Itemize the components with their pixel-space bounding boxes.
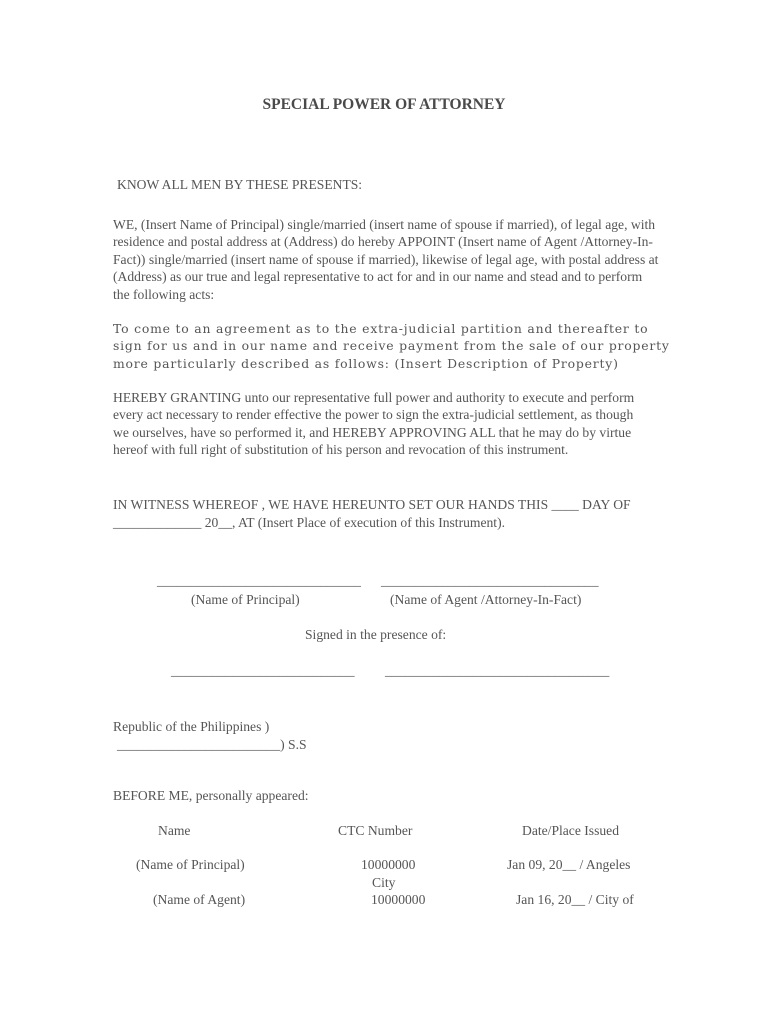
table-header-ctc: CTC Number — [338, 823, 413, 838]
paragraph-partition: To come to an agreement as to the extra-judicial partition and thereafter to sign for us and in our name and receive payment from the sale of our property more particularly described as follows: (Insert Description of Property) — [113, 321, 670, 371]
table-row-1-name: (Name of Principal) — [136, 857, 245, 872]
paragraph-granting: HEREBY GRANTING unto our representative full power and authority to execute and perform every act necessary to render effective the power to sign the extra-judicial settlement, as though we ourselves, have so performed it, and HEREBY APPROVING ALL that he may do by virtue hereof with full right of substitution of his person and revocation of this instrument. — [113, 390, 635, 458]
table-header-name: Name — [158, 823, 191, 838]
agent-signature-label: (Name of Agent /Attorney-In-Fact) — [390, 592, 582, 607]
document-title: SPECIAL POWER OF ATTORNEY — [262, 96, 506, 113]
ss-line: ________________________) S.S — [117, 737, 307, 752]
table-row-1-ctc: 10000000 — [361, 857, 416, 872]
table-header-date: Date/Place Issued — [522, 823, 620, 838]
principal-signature-label: (Name of Principal) — [191, 592, 300, 607]
republic-text: Republic of the Philippines ) — [113, 719, 270, 734]
witness-line-1: IN WITNESS WHEREOF , WE HAVE HEREUNTO SET OUR HANDS THIS ____ DAY OF — [113, 497, 631, 512]
agent-signature-line: ________________________________ — [381, 573, 599, 588]
table-row-2-ctc: 10000000 — [371, 892, 426, 907]
principal-signature-line: ______________________________ — [157, 573, 361, 588]
table-row-2-date: Jan 16, 20__ / City of — [516, 892, 634, 907]
before-me-text: BEFORE ME, personally appeared: — [113, 788, 309, 803]
table-row-1-ctc-extra: City — [372, 875, 396, 890]
witness-line-2: _____________ 20__, AT (Insert Place of execution of this Instrument). — [113, 515, 506, 530]
witness-2-signature-line: _________________________________ — [385, 663, 610, 678]
intro-text: KNOW ALL MEN BY THESE PRESENTS: — [117, 177, 363, 192]
table-row-2-name: (Name of Agent) — [153, 892, 246, 907]
paragraph-appointment: WE, (Insert Name of Principal) single/married (insert name of spouse if married), of legal age, with residence and postal address at (Address) do hereby APPOINT (Insert name of Agent /Attorney-In-Fact)) single/married (insert name of spouse if married), likewise of legal age, with postal address at (Address) as our true and legal representative to act for and in our name and stead and to perform the following acts: — [113, 217, 659, 302]
signed-presence-text: Signed in the presence of: — [305, 627, 447, 642]
witness-1-signature-line: ___________________________ — [171, 663, 355, 678]
table-row-1-date: Jan 09, 20__ / Angeles — [507, 857, 631, 872]
